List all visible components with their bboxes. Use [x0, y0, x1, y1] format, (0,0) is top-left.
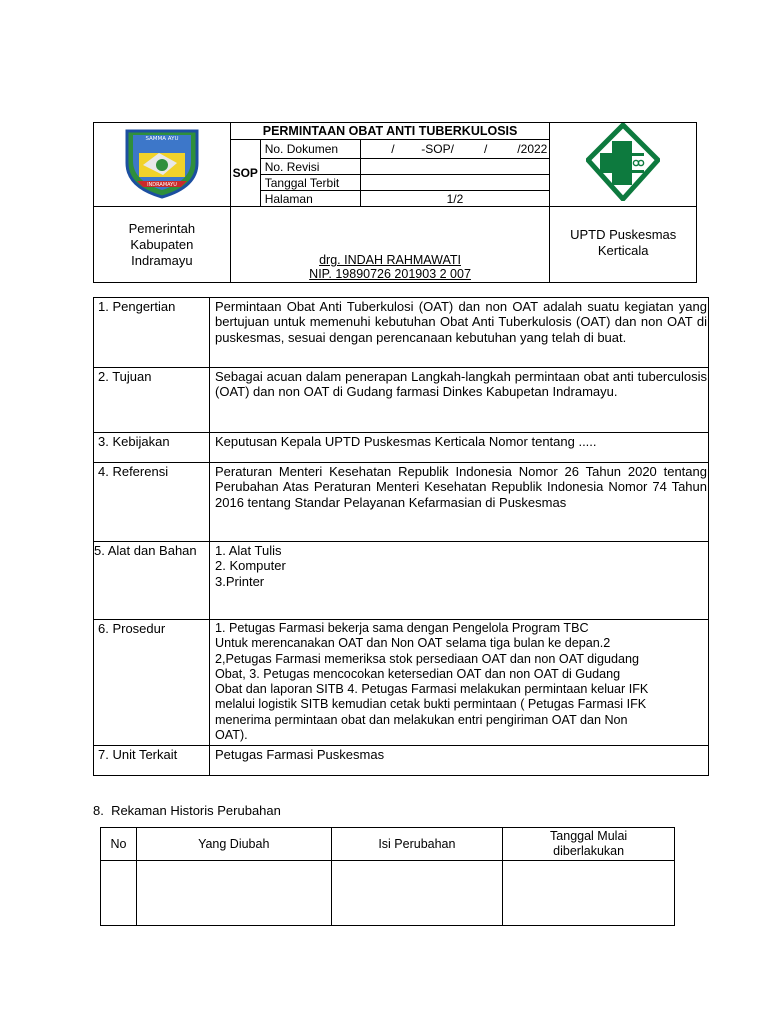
- section-content: Keputusan Kepala UPTD Puskesmas Kerticala Nomor tentang .....: [210, 433, 709, 463]
- section-content: Permintaan Obat Anti Tuberkulosi (OAT) dan non OAT adalah suatu kegiatan yang bertujuan untuk memenuhi kebutuhan Obat Anti Tuberkulosis (OAT) dan non OAT di puskesmas, sesuai dengan perencanaan kebutuhan yang telah di buat.: [210, 298, 709, 368]
- puskesmas-logo-cell: [550, 123, 697, 207]
- section-row: [94, 542, 709, 620]
- section-label: 6. Prosedur: [94, 620, 210, 746]
- org-left-name: Pemerintah Kabupaten Indramayu: [94, 207, 231, 283]
- section-row: [94, 433, 709, 463]
- section-content: Petugas Farmasi Puskesmas: [210, 746, 709, 776]
- signer-nip: NIP. 19890726 201903 2 007: [309, 267, 471, 281]
- puskesmas-logo-icon: [586, 123, 660, 201]
- revision-label: No. Revisi: [260, 159, 360, 175]
- page-value: 1/2: [360, 191, 550, 207]
- history-col-no: No: [101, 828, 137, 861]
- section-content: 1. Petugas Farmasi bekerja sama dengan Pengelola Program TBC Untuk merencanakan OAT dan Non OAT selama tiga bulan ke depan.2 2,Petugas Farmasi memeriksa stok persediaan OAT dan non OAT digudang Obat, 3. Petugas mencocokan ketersedian OAT dan non OAT di Gudang Obat dan laporan SITB 4. Petugas Farmasi melakukan permintaan keluar IFK melalui logistik SITB kemudian cetak bukti permintaan ( Petugas Farmasi IFK menerima permintaan obat dan melakukan entri pengiriman OAT dan Non OAT).: [210, 620, 709, 746]
- section-label: 4. Referensi: [94, 463, 210, 542]
- issue-date-label: Tanggal Terbit: [260, 175, 360, 191]
- signer-name: drg. INDAH RAHMAWATI: [319, 253, 461, 267]
- document-title: PERMINTAAN OBAT ANTI TUBERKULOSIS: [230, 123, 550, 140]
- logo-banner-text: INDRAMAYU: [146, 182, 177, 188]
- history-cell: [331, 861, 503, 926]
- indramayu-regency-logo-icon: [119, 125, 205, 199]
- section-content: Peraturan Menteri Kesehatan Republik Indonesia Nomor 26 Tahun 2020 tentang Perubahan Atas Peraturan Menteri Kesehatan Republik Indonesia Nomor 74 Tahun 2016 tentang Standar Pelayanan Kefarmasian di Puskesmas: [210, 463, 709, 542]
- section-label: 5. Alat dan Bahan: [94, 542, 210, 620]
- history-col-effective-date: Tanggal Mulai diberlakukan: [503, 828, 675, 861]
- regency-logo-cell: [94, 123, 231, 207]
- history-cell: [101, 861, 137, 926]
- section-label: 7. Unit Terkait: [94, 746, 210, 776]
- section-label: 1. Pengertian: [94, 298, 210, 368]
- revision-value: [360, 159, 550, 175]
- section-content: 1. Alat Tulis 2. Komputer 3.Printer: [210, 542, 709, 620]
- section-row: [94, 298, 709, 368]
- sop-header-table: [93, 122, 697, 283]
- issue-date-value: [360, 175, 550, 191]
- section-row: [94, 368, 709, 433]
- section-row: [94, 463, 709, 542]
- section-label: 3. Kebijakan: [94, 433, 210, 463]
- section-content: Sebagai acuan dalam penerapan Langkah-langkah permintaan obat anti tuberculosis (OAT) dan non OAT di Gudang farmasi Dinkes Kabupetan Indramayu.: [210, 368, 709, 433]
- section-row: [94, 620, 709, 746]
- doc-number-label: No. Dokumen: [260, 140, 360, 159]
- history-section-title: 8. Rekaman Historis Perubahan: [93, 803, 281, 818]
- signer-block: [230, 207, 550, 283]
- org-right-name: UPTD Puskesmas Kerticala: [550, 207, 697, 283]
- history-col-changed: Yang Diubah: [136, 828, 331, 861]
- logo-motto-text: SAMMA AYU: [145, 136, 179, 142]
- sop-content-table: [93, 297, 709, 776]
- table-row: [101, 861, 675, 926]
- sop-label: SOP: [230, 140, 260, 207]
- history-cell: [503, 861, 675, 926]
- history-table: [100, 827, 675, 926]
- history-cell: [136, 861, 331, 926]
- section-row: [94, 746, 709, 776]
- section-label: 2. Tujuan: [94, 368, 210, 433]
- page-label: Halaman: [260, 191, 360, 207]
- doc-number-value: / -SOP/ / /2022: [360, 140, 550, 159]
- history-col-content: Isi Perubahan: [331, 828, 503, 861]
